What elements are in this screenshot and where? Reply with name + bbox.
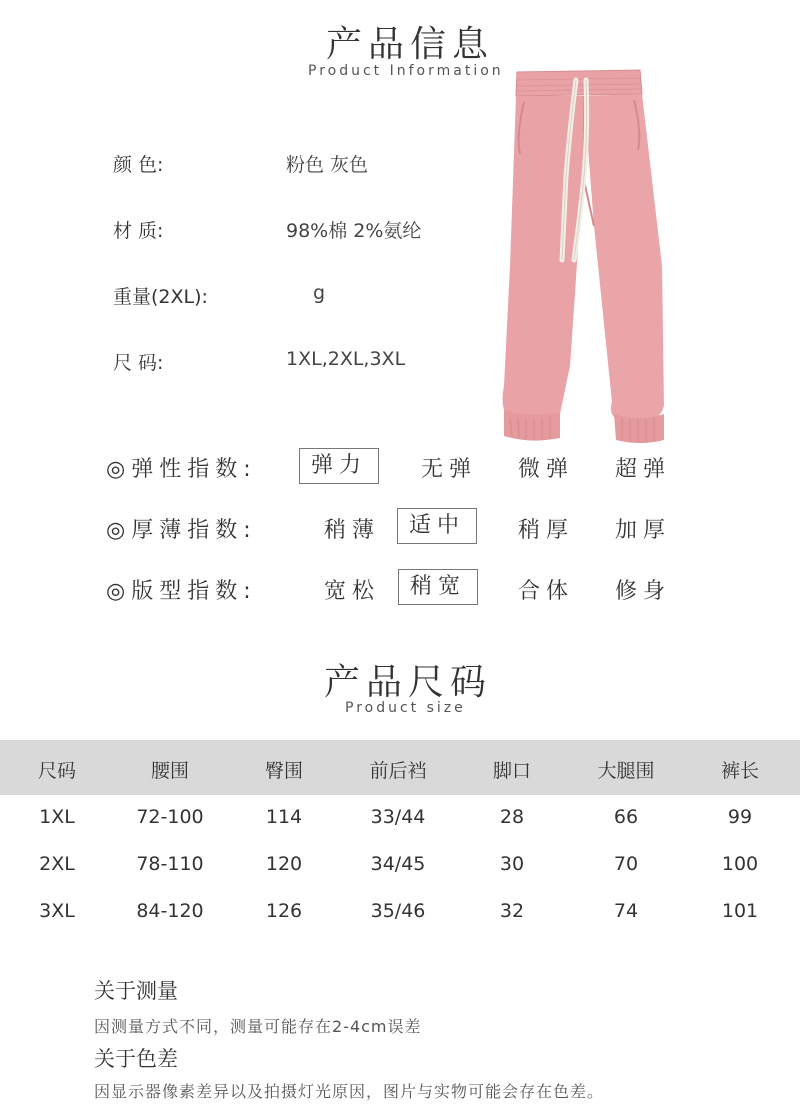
table-cell: 66 xyxy=(613,806,639,828)
section-subtitle-product-size: Product size xyxy=(345,700,466,716)
option-slightly-thin: 稍薄 xyxy=(323,518,380,543)
table-cell: 101 xyxy=(721,900,759,922)
table-cell: 3XL xyxy=(39,900,75,922)
option-elastic: 弹力 xyxy=(299,448,379,484)
table-header-cell: 大腿围 xyxy=(597,760,655,782)
section-title-product-info: 产品信息 xyxy=(325,24,494,65)
index-label-fit: ◎版型指数: xyxy=(106,579,257,604)
section-subtitle-product-info: Product Information xyxy=(308,63,504,79)
table-header-cell: 腰围 xyxy=(150,760,189,782)
info-label-material: 材 质: xyxy=(113,220,164,242)
table-cell: 120 xyxy=(265,853,303,875)
option-slim: 修身 xyxy=(614,579,671,604)
table-cell: 72-100 xyxy=(136,806,204,828)
note-text-color-difference: 因显示器像素差异以及拍摄灯光原因，图片与实物可能会存在色差。 xyxy=(94,1082,605,1101)
table-row xyxy=(0,806,800,836)
info-value-size: 1XL,2XL,3XL xyxy=(286,348,406,370)
size-table-header xyxy=(0,740,800,795)
table-cell: 78-110 xyxy=(136,853,204,875)
option-medium: 适中 xyxy=(397,508,477,544)
option-no-elastic: 无弹 xyxy=(420,457,477,482)
info-value-weight: g xyxy=(313,282,326,304)
table-cell: 1XL xyxy=(39,806,75,828)
table-row xyxy=(0,900,800,930)
info-label-weight: 重量(2XL): xyxy=(113,286,208,308)
option-regular-fit: 合体 xyxy=(517,579,574,604)
table-row xyxy=(0,853,800,883)
table-header-cell: 臀围 xyxy=(264,760,303,782)
table-cell: 30 xyxy=(499,853,525,875)
table-cell: 33/44 xyxy=(370,806,426,828)
table-header-cell: 尺码 xyxy=(37,760,76,782)
table-header-cell: 前后裆 xyxy=(369,760,427,782)
table-cell: 32 xyxy=(499,900,525,922)
table-cell: 74 xyxy=(613,900,639,922)
option-thick: 加厚 xyxy=(614,518,671,543)
index-label-thickness: ◎厚薄指数: xyxy=(106,518,257,543)
table-cell: 70 xyxy=(613,853,639,875)
note-text-measurement: 因测量方式不同，测量可能存在2-4cm误差 xyxy=(94,1017,422,1036)
table-cell: 114 xyxy=(265,806,303,828)
table-header-cell: 裤长 xyxy=(720,760,759,782)
index-label-elasticity: ◎弹性指数: xyxy=(106,457,257,482)
info-value-material: 98%棉 2%氨纶 xyxy=(286,220,422,242)
table-cell: 126 xyxy=(265,900,303,922)
table-header-cell: 脚口 xyxy=(492,760,531,782)
option-slightly-loose: 稍宽 xyxy=(398,569,478,605)
option-super-elastic: 超弹 xyxy=(614,457,671,482)
pants-image xyxy=(490,66,680,446)
info-value-color: 粉色 灰色 xyxy=(286,154,369,176)
table-cell: 2XL xyxy=(39,853,75,875)
option-slightly-thick: 稍厚 xyxy=(517,518,574,543)
info-label-color: 颜 色: xyxy=(113,154,164,176)
table-cell: 99 xyxy=(727,806,753,828)
table-cell: 28 xyxy=(499,806,525,828)
option-loose: 宽松 xyxy=(323,579,380,604)
note-heading-color-difference: 关于色差 xyxy=(94,1047,178,1071)
info-label-size: 尺 码: xyxy=(113,352,164,374)
table-cell: 84-120 xyxy=(136,900,204,922)
table-cell: 34/45 xyxy=(370,853,426,875)
note-heading-measurement: 关于测量 xyxy=(94,979,178,1003)
section-title-product-size: 产品尺码 xyxy=(323,662,492,703)
table-cell: 35/46 xyxy=(370,900,426,922)
option-slight-elastic: 微弹 xyxy=(517,457,574,482)
table-cell: 100 xyxy=(721,853,759,875)
